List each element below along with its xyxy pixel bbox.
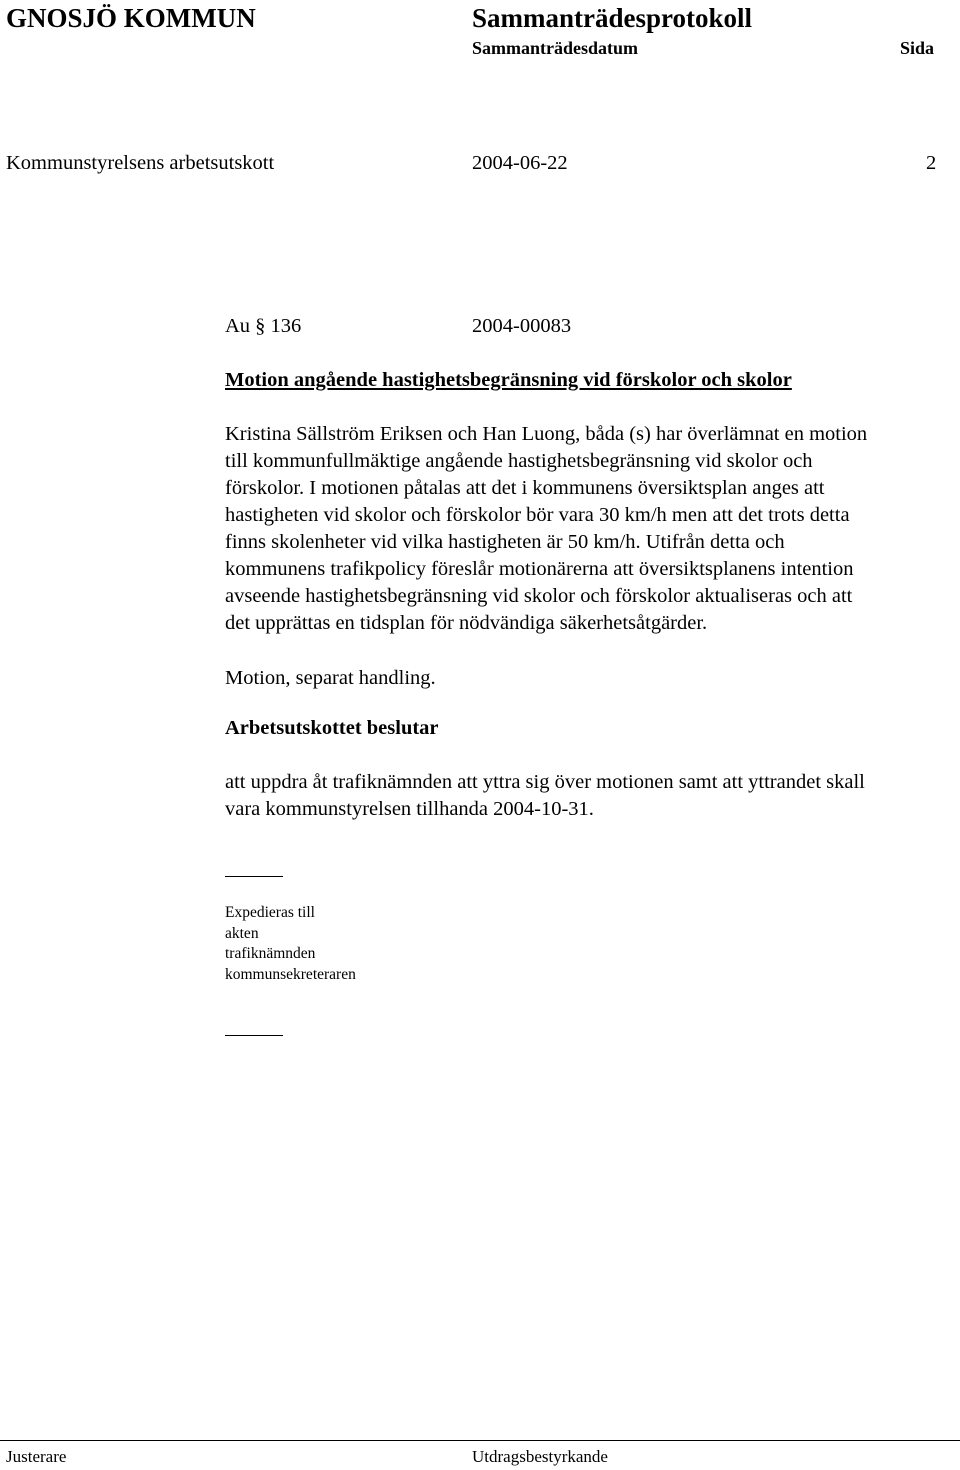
attachment-note: Motion, separat handling. [225, 667, 436, 689]
body-line: till kommunfullmäktige angående hastighetsbegränsning vid skolor och [225, 450, 813, 472]
decision-paragraph [225, 769, 957, 823]
body-line: förskolor. I motionen påtalas att det i kommunens översiktsplan anges att [225, 477, 825, 499]
body-line: finns skolenheter vid vilka hastigheten är 50 km/h. Utifrån detta och [225, 531, 785, 553]
page-label: Sida [900, 38, 935, 58]
footer-right-label: Utdragsbestyrkande [472, 1447, 608, 1466]
footer-left-label: Justerare [6, 1447, 67, 1466]
distribution-list [225, 903, 957, 985]
distribution-item: trafiknämnden [225, 945, 316, 962]
footer-rule [0, 1440, 960, 1441]
body-paragraph [225, 421, 957, 637]
distribution-item: Expedieras till [225, 904, 315, 921]
meeting-body: Kommunstyrelsens arbetsutskott [6, 152, 275, 174]
case-number: 2004-00083 [472, 315, 572, 337]
document-type: Sammanträdesprotokoll [472, 3, 753, 33]
decision-line: att uppdra åt trafiknämnden att yttra sig över motionen samt att yttrandet skall [225, 771, 865, 793]
decision-heading: Arbetsutskottet beslutar [225, 717, 439, 739]
municipality-name: GNOSJÖ KOMMUN [6, 3, 256, 33]
section-id: Au § 136 [225, 315, 302, 337]
body-line: hastigheten vid skolor och förskolor bör vara 30 km/h men att det trots detta [225, 504, 850, 526]
separator-rule [225, 1035, 283, 1036]
body-line: Kristina Sällström Eriksen och Han Luong, båda (s) har överlämnat en motion [225, 423, 868, 445]
page-number: 2 [926, 152, 937, 174]
decision-line: vara kommunstyrelsen tillhanda 2004-10-31. [225, 798, 594, 820]
meeting-date: 2004-06-22 [472, 152, 568, 174]
body-line: det upprättas en tidsplan för nödvändiga säkerhetsåtgärder. [225, 612, 708, 634]
body-line: kommunens trafikpolicy föreslår motionärerna att översiktsplanens intention [225, 558, 854, 580]
distribution-item: kommunsekreteraren [225, 965, 356, 983]
separator-rule [225, 876, 283, 877]
distribution-item: akten [225, 924, 259, 942]
section-title: Motion angående hastighetsbegränsning vid förskolor och skolor [225, 369, 792, 391]
date-label: Sammanträdesdatum [472, 38, 639, 58]
body-line: avseende hastighetsbegränsning vid skolor och förskolor aktualiseras och att [225, 585, 853, 607]
